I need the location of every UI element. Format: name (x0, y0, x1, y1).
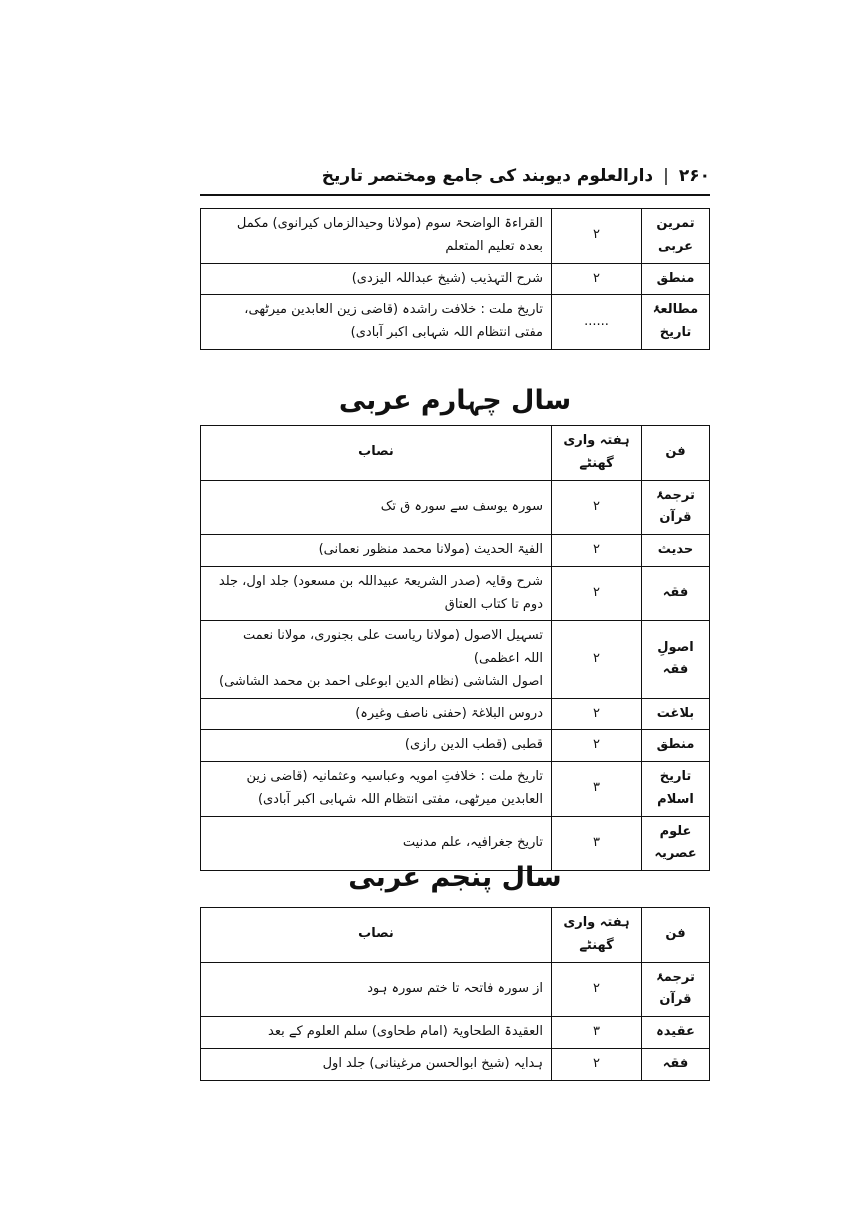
hours-cell: ۲ (552, 730, 642, 762)
syllabus-cell (201, 566, 552, 621)
syllabus-line: شرح وقایہ (صدر الشریعۃ عبیداللہ بن مسعود) جلد اول، جلد (218, 573, 543, 589)
syllabus-cell (201, 621, 552, 698)
syllabus-line: تاریخ ملت : خلافت راشدہ (قاضی زین العابدین میرٹھی، (244, 302, 543, 318)
header-separator: | (663, 166, 669, 186)
table-row (201, 263, 710, 295)
syllabus-cell (201, 480, 552, 535)
header-subject: فن (642, 908, 710, 963)
table-row (201, 621, 710, 698)
subject-cell: منطق (642, 263, 710, 295)
syllabus-cell (201, 762, 552, 817)
syllabus-cell (201, 1048, 552, 1080)
table-body (201, 209, 710, 350)
subject-cell: اصولِ فقہ (642, 621, 710, 698)
syllabus-line: دوم تا کتاب العتاق (444, 596, 543, 612)
table-year3-continued (200, 208, 710, 350)
header-subject: فن (642, 426, 710, 481)
syllabus-line: دروس البلاغۃ (حفنی ناصف وغیرہ) (355, 705, 543, 721)
page-number: ۲۶۰ (678, 166, 710, 186)
subject-cell: فقہ (642, 566, 710, 621)
hours-cell: ۲ (552, 621, 642, 698)
table-body (201, 480, 710, 871)
syllabus-line: القراءۃ الواضحۃ سوم (مولانا وحیدالزماں کیرانوی) مکمل (236, 216, 543, 231)
running-header (200, 158, 710, 196)
header-row (201, 426, 710, 481)
syllabus-line: اللہ اعظمی) (473, 651, 543, 666)
header-syllabus: نصاب (201, 908, 552, 963)
syllabus-line: تاریخ ملت : خلافتِ امویہ وعباسیہ وعثمانیہ (قاضی زین (246, 769, 543, 784)
hours-cell: ۲ (552, 480, 642, 535)
table-body (201, 962, 710, 1080)
section-title-year4: سال چہارم عربی (338, 385, 572, 416)
table-row (201, 962, 710, 1017)
table-row (201, 730, 710, 762)
syllabus-line: الفیۃ الحدیث (مولانا محمد منظور نعمانی) (318, 542, 543, 557)
syllabus-line: قطبی (قطب الدین رازی) (404, 737, 543, 753)
book-title: دارالعلوم دیوبند کی جامع ومختصر تاریخ (321, 166, 654, 186)
syllabus-cell (201, 535, 552, 567)
syllabus-line: تاریخ جغرافیہ، علم مدنیت (402, 834, 543, 850)
syllabus-line: العقیدۃ الطحاویۃ (امام طحاوی) سلم العلوم کے بعد (268, 1024, 543, 1039)
hours-cell: ۲ (552, 698, 642, 730)
subject-cell: تاریخ اسلام (642, 762, 710, 817)
syllabus-line: تسہیل الاصول (مولانا ریاست علی بجنوری، مولانا نعمت (242, 628, 543, 644)
table-row (201, 295, 710, 350)
subject-cell: علوم عصریہ (642, 816, 710, 871)
header-hours: ہفتہ واری گھنٹے (552, 426, 642, 481)
table-row (201, 209, 710, 264)
hours-cell: ...... (552, 295, 642, 350)
table-row (201, 762, 710, 817)
syllabus-line: اصول الشاشی (نظام الدین ابوعلی احمد بن محمد الشاشی) (219, 673, 543, 689)
syllabus-cell (201, 295, 552, 350)
syllabus-cell (201, 962, 552, 1017)
subject-cell: ترجمۂ قرآن (642, 480, 710, 535)
hours-cell: ۳ (552, 762, 642, 817)
section-title-year5: سال پنجم عربی (348, 862, 562, 893)
subject-cell: تمرین عربی (642, 209, 710, 264)
syllabus-cell (201, 209, 552, 264)
hours-cell: ۳ (552, 1017, 642, 1049)
table-row (201, 480, 710, 535)
syllabus-cell (201, 730, 552, 762)
table-year5 (200, 907, 710, 1081)
syllabus-cell (201, 698, 552, 730)
syllabus-line: سورہ یوسف سے سورہ ق تک (380, 498, 543, 514)
syllabus-line: بعدہ تعلیم المتعلم (445, 238, 543, 254)
hours-cell: ۲ (552, 263, 642, 295)
table-year4 (200, 425, 710, 871)
table-row (201, 535, 710, 567)
hours-cell: ۳ (552, 816, 642, 871)
hours-cell: ۲ (552, 1048, 642, 1080)
table-row (201, 1048, 710, 1080)
header-syllabus: نصاب (201, 426, 552, 481)
subject-cell: ترجمۂ قرآن (642, 962, 710, 1017)
subject-cell: عقیدہ (642, 1017, 710, 1049)
syllabus-line: ہدایہ (شیخ ابوالحسن مرغینانی) جلد اول (322, 1055, 543, 1071)
subject-cell: فقہ (642, 1048, 710, 1080)
subject-cell: منطق (642, 730, 710, 762)
syllabus-cell (201, 1017, 552, 1049)
syllabus-cell (201, 263, 552, 295)
table-row (201, 566, 710, 621)
table-row (201, 1017, 710, 1049)
hours-cell: ۲ (552, 535, 642, 567)
subject-cell: مطالعۂ تاریخ (642, 295, 710, 350)
subject-cell: حدیث (642, 535, 710, 567)
hours-cell: ۲ (552, 209, 642, 264)
header-row (201, 908, 710, 963)
syllabus-line: شرح التہذیب (شیخ عبداللہ الیزدی) (351, 270, 543, 286)
syllabus-line: از سورہ فاتحہ تا ختم سورہ ہود (367, 980, 543, 996)
header-hours: ہفتہ واری گھنٹے (552, 908, 642, 963)
subject-cell: بلاغت (642, 698, 710, 730)
syllabus-line: مفتی انتظام اللہ شہابی اکبر آبادی) (350, 325, 543, 340)
hours-cell: ۲ (552, 566, 642, 621)
syllabus-line: العابدین میرٹھی، مفتی انتظام اللہ شہابی اکبر آبادی) (257, 791, 543, 807)
table-row (201, 698, 710, 730)
hours-cell: ۲ (552, 962, 642, 1017)
